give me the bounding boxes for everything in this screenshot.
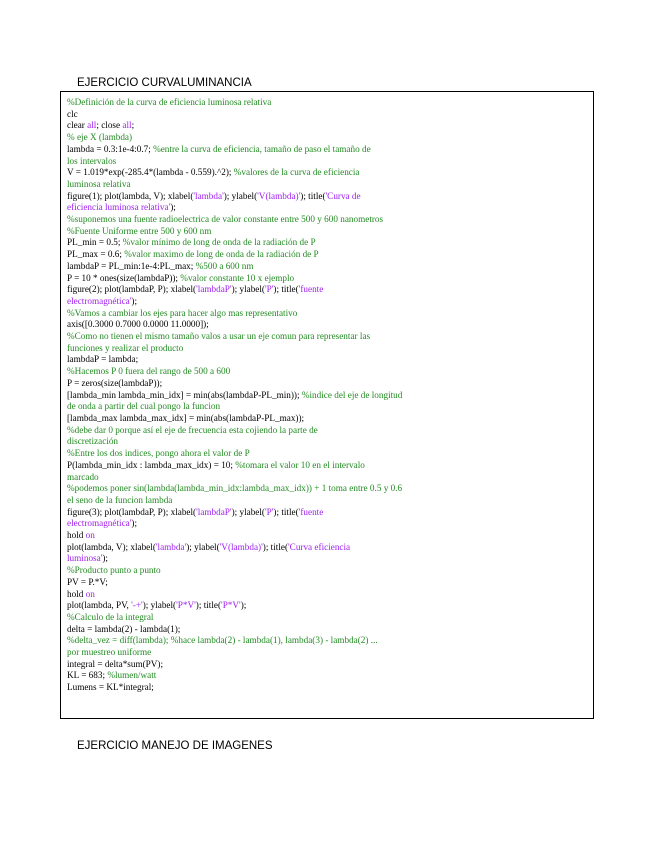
code-string: 'V(lambda)' bbox=[257, 190, 301, 201]
code-comment: %Como no tienen el mismo tamaño valos a usar un eje comun para representar las bbox=[67, 331, 371, 342]
code-line bbox=[67, 296, 587, 308]
code-line bbox=[67, 144, 587, 156]
code-comment: luminosa relativa bbox=[67, 178, 131, 189]
code-token: lambdaP = PL_min:1e-4:PL_max; bbox=[67, 260, 196, 271]
code-string: 'fuente bbox=[298, 506, 324, 517]
code-token: clear bbox=[67, 120, 88, 131]
code-string: 'V(lambda)' bbox=[219, 541, 263, 552]
code-comment: de onda a partir del cual pongo la funcion bbox=[67, 401, 221, 412]
code-line bbox=[67, 589, 587, 601]
code-line bbox=[67, 191, 587, 203]
code-comment: %Calculo de la integral bbox=[67, 611, 154, 622]
code-comment: % eje X (lambda) bbox=[67, 132, 133, 143]
code-line bbox=[67, 483, 587, 495]
code-comment: %tomara el valor 10 en el intervalo bbox=[235, 459, 365, 470]
code-comment: %Producto punto a punto bbox=[67, 565, 161, 576]
code-comment: %Fuente Uniforme entre 500 y 600 nm bbox=[67, 225, 212, 236]
code-line bbox=[67, 401, 587, 413]
code-line bbox=[67, 214, 587, 226]
code-token: lambda = 0.3:1e-4:0.7; bbox=[67, 143, 154, 154]
code-token: ); title( bbox=[262, 541, 289, 552]
code-comment: %valor mínimo de long de onda de la radiación de P bbox=[122, 237, 316, 248]
code-token: ); bbox=[170, 202, 176, 213]
code-token: ); title( bbox=[195, 600, 222, 611]
code-comment: %suponemos una fuente radioelectrica de valor constante entre 500 y 600 nanometros bbox=[67, 214, 384, 225]
code-token: lambdaP = lambda; bbox=[67, 354, 139, 365]
code-token: ); title( bbox=[273, 506, 299, 517]
code-token: ); bbox=[131, 295, 138, 306]
code-line bbox=[67, 553, 587, 565]
code-line bbox=[67, 670, 587, 682]
code-token: ); ylabel( bbox=[142, 600, 177, 611]
code-comment: %delta_vez = diff(lambda); %hace lambda(2) - lambda(1), lambda(3) - lambda(2) ... bbox=[67, 635, 378, 646]
code-line bbox=[67, 167, 587, 179]
code-line bbox=[67, 97, 587, 109]
code-string: luminosa' bbox=[67, 553, 103, 564]
code-token: P = zeros(size(lambdaP)); bbox=[67, 377, 163, 388]
code-comment: %Definición de la curva de eficiencia luminosa relativa bbox=[67, 97, 272, 107]
code-string: 'fuente bbox=[298, 284, 324, 295]
code-token: figure(1); plot(lambda, V); xlabel( bbox=[67, 190, 194, 201]
code-comment: %debe dar 0 porque así el eje de frecuencia esta cojiendo la parte de bbox=[67, 424, 318, 435]
code-line bbox=[67, 659, 587, 671]
code-comment: el seno de la funcion lambda bbox=[67, 494, 173, 505]
code-token: P(lambda_min_idx : lambda_max_idx) = 10; bbox=[67, 459, 236, 470]
code-line bbox=[67, 518, 587, 530]
code-line bbox=[67, 495, 587, 507]
code-line bbox=[67, 635, 587, 647]
code-string: 'P*V' bbox=[176, 600, 196, 611]
code-line bbox=[67, 202, 587, 214]
code-token: ); ylabel( bbox=[223, 190, 258, 201]
code-string: all bbox=[87, 120, 97, 131]
code-line bbox=[67, 378, 587, 390]
code-line bbox=[67, 472, 587, 484]
code-token: figure(3); plot(lambdaP, P); xlabel( bbox=[67, 506, 197, 517]
code-line bbox=[67, 237, 587, 249]
code-line bbox=[67, 436, 587, 448]
code-line bbox=[67, 682, 587, 694]
code-line bbox=[67, 249, 587, 261]
code-line bbox=[67, 261, 587, 273]
code-string: 'P' bbox=[265, 284, 274, 295]
code-string: 'Curva eficiencia bbox=[288, 541, 351, 552]
code-comment: %Hacemos P 0 fuera del rango de 500 a 600 bbox=[67, 366, 231, 377]
code-listing bbox=[60, 91, 594, 719]
code-token: Lumens = KL*integral; bbox=[67, 682, 154, 693]
code-line bbox=[67, 132, 587, 144]
code-line bbox=[67, 542, 587, 554]
code-string: electromagnética' bbox=[67, 518, 132, 529]
code-string: 'P' bbox=[265, 506, 274, 517]
code-line bbox=[67, 647, 587, 659]
code-string: 'lambda' bbox=[193, 190, 224, 201]
code-comment: por muestreo uniforme bbox=[67, 647, 152, 658]
code-line bbox=[67, 448, 587, 460]
code-comment: discretización bbox=[67, 436, 119, 447]
code-comment: %indice del eje de longitud bbox=[301, 389, 403, 400]
code-line bbox=[67, 354, 587, 366]
code-string: all bbox=[122, 120, 132, 131]
code-line bbox=[67, 273, 587, 285]
code-line bbox=[67, 425, 587, 437]
code-comment: %entre la curva de eficiencia, tamaño de paso el tamaño de bbox=[153, 143, 371, 154]
code-token: hold bbox=[67, 530, 86, 541]
code-token: PL_max = 0.6; bbox=[67, 249, 125, 260]
code-token: ); bbox=[240, 600, 247, 611]
code-comment: funciones y realizar el producto bbox=[67, 342, 184, 353]
code-comment: marcado bbox=[67, 471, 99, 482]
section-heading-curvaluminancia: EJERCICIO CURVALUMINANCIA bbox=[77, 77, 252, 89]
code-token: plot(lambda, V); xlabel( bbox=[67, 541, 156, 552]
code-token: integral = delta*sum(PV); bbox=[67, 658, 164, 669]
code-token: V = 1.019*exp(-285.4*(lambda - 0.559).^2); bbox=[67, 167, 234, 178]
code-string: 'lambdaP' bbox=[196, 284, 232, 295]
code-token: ); bbox=[102, 553, 108, 564]
section-heading-manejo-imagenes: EJERCICIO MANEJO DE IMAGENES bbox=[77, 740, 273, 752]
code-line bbox=[67, 226, 587, 238]
code-token: ); title( bbox=[273, 284, 299, 295]
code-line bbox=[67, 390, 587, 402]
code-text bbox=[67, 97, 587, 694]
code-line bbox=[67, 624, 587, 636]
code-string: 'lambda' bbox=[155, 541, 187, 552]
code-token: [lambda_max lambda_max_idx] = min(abs(lambdaP-PL_max)); bbox=[67, 412, 305, 423]
code-comment: %valor constante 10 x ejemplo bbox=[180, 272, 295, 283]
code-comment: %podemos poner sin(lambda(lambda_min_idx:lambda_max_idx)) + 1 toma entre 0.5 y 0.6 bbox=[67, 483, 403, 494]
code-string: on bbox=[85, 588, 95, 599]
code-string: on bbox=[85, 530, 95, 541]
code-token: [lambda_min lambda_min_idx] = min(abs(lambdaP-PL_min)); bbox=[67, 389, 302, 400]
code-comment: %lumen/watt bbox=[107, 670, 157, 681]
code-line bbox=[67, 109, 587, 121]
code-line bbox=[67, 331, 587, 343]
code-token: ); ylabel( bbox=[231, 284, 265, 295]
code-comment: %valor maximo de long de onda de la radiación de P bbox=[124, 249, 319, 260]
code-token: P = 10 * ones(size(lambdaP)); bbox=[67, 272, 181, 283]
code-comment: %Entre los dos indices, pongo ahora el valor de P bbox=[67, 448, 250, 459]
code-token: delta = lambda(2) - lambda(1); bbox=[67, 623, 181, 634]
code-line bbox=[67, 120, 587, 132]
code-token: axis([0.3000 0.7000 0.0000 11.0000]); bbox=[67, 319, 209, 330]
code-comment: %valores de la curva de eficiencia bbox=[233, 167, 360, 178]
code-line bbox=[67, 156, 587, 168]
code-line bbox=[67, 460, 587, 472]
code-string: 'Curva de bbox=[325, 190, 361, 201]
code-line bbox=[67, 577, 587, 589]
code-string: 'P*V' bbox=[221, 600, 241, 611]
code-string: electromagnética' bbox=[67, 295, 132, 306]
code-token: ); ylabel( bbox=[231, 506, 265, 517]
code-line bbox=[67, 530, 587, 542]
code-token: ); bbox=[131, 518, 138, 529]
code-token: clc bbox=[67, 108, 78, 119]
code-string: eficiencia luminosa relativa' bbox=[67, 202, 171, 213]
code-line bbox=[67, 600, 587, 612]
code-comment: %Vamos a cambiar los ejes para hacer algo mas representativo bbox=[67, 307, 298, 318]
code-token: plot(lambda, PV, bbox=[67, 600, 132, 611]
code-token: hold bbox=[67, 588, 86, 599]
code-token: ); title( bbox=[300, 190, 326, 201]
code-token: KL = 683; bbox=[67, 670, 108, 681]
code-string: 'lambdaP' bbox=[196, 506, 232, 517]
code-line bbox=[67, 565, 587, 577]
code-string: '-+' bbox=[131, 600, 143, 611]
code-token: ); ylabel( bbox=[186, 541, 220, 552]
code-line bbox=[67, 612, 587, 624]
code-line bbox=[67, 284, 587, 296]
code-line bbox=[67, 319, 587, 331]
code-comment: los intervalos bbox=[67, 155, 117, 166]
code-line bbox=[67, 179, 587, 191]
code-line bbox=[67, 308, 587, 320]
code-line bbox=[67, 366, 587, 378]
code-token: PL_min = 0.5; bbox=[67, 237, 123, 248]
code-token: PV = P.*V; bbox=[67, 576, 108, 587]
code-line bbox=[67, 343, 587, 355]
code-comment: %500 a 600 nm bbox=[195, 260, 254, 271]
code-token: figure(2); plot(lambdaP, P); xlabel( bbox=[67, 284, 197, 295]
code-line bbox=[67, 507, 587, 519]
code-token: ; bbox=[131, 120, 135, 131]
code-token: ; close bbox=[96, 120, 123, 131]
code-line bbox=[67, 413, 587, 425]
